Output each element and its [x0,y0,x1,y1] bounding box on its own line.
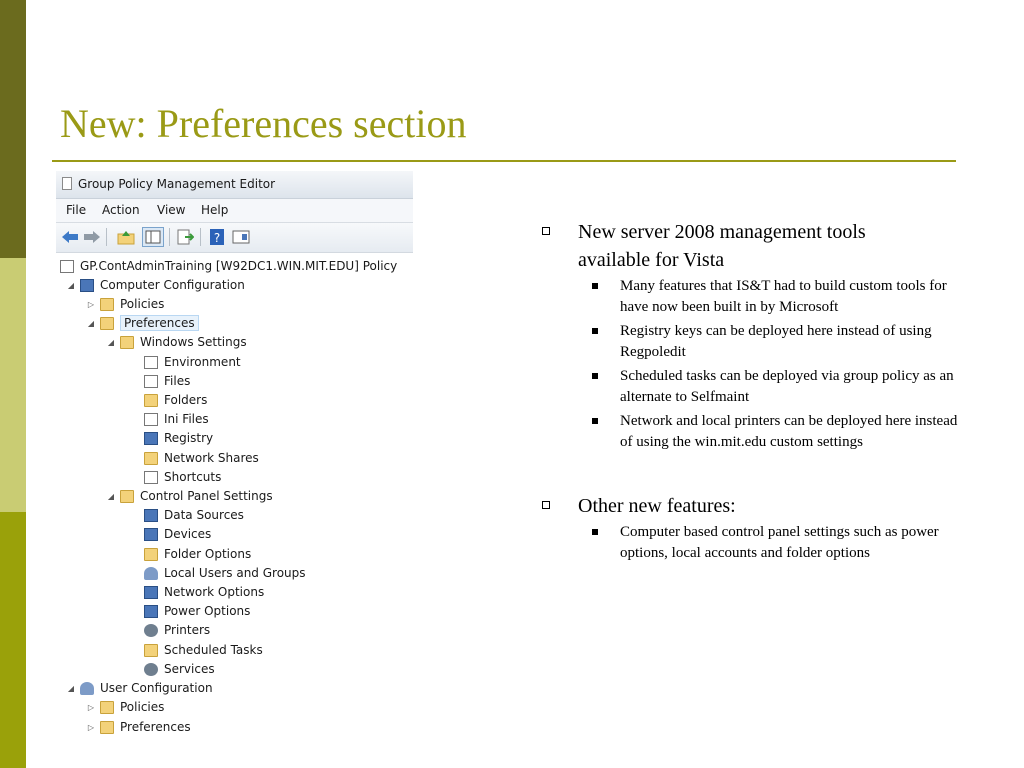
tree-label: GP.ContAdminTraining [W92DC1.WIN.MIT.EDU] Policy [80,259,398,273]
tree-node-user-configuration[interactable] [66,679,213,697]
tree-node-computer-configuration[interactable] [66,276,245,294]
tree-node-folders[interactable] [144,391,207,409]
tree-label: Shortcuts [164,470,222,484]
help-icon[interactable] [208,229,226,245]
tree-node-network-options[interactable] [144,583,264,601]
bullet-sub-text: Many features that IS&T had to build custom tools for have now been built in by Microsoft [620,278,947,315]
toolbar [56,223,413,253]
bullet-sub-text: Scheduled tasks can be deployed via group policy as an alternate to Selfmaint [620,368,954,405]
files-icon [144,375,158,388]
export-list-icon[interactable] [176,229,194,245]
filled-square-bullet-icon [592,529,598,535]
policy-doc-icon [60,260,74,273]
printers-icon [144,624,158,637]
registry-icon [144,432,158,445]
users-groups-icon [144,567,158,580]
tree-label: Network Options [164,585,265,599]
tree-node-power-options[interactable] [144,602,250,620]
tree-label: Devices [164,527,212,541]
tree-node-gpo-root[interactable] [60,257,397,275]
folder-icon [100,701,114,714]
left-bar-middle [0,258,26,512]
tree-node-environment[interactable] [144,353,241,371]
tree-label: Computer Configuration [100,278,245,292]
user-icon [80,682,94,695]
tree-label: Network Shares [164,451,259,465]
tree-label: Policies [120,297,165,311]
computer-icon [80,279,94,292]
folder-icon [100,298,114,311]
tree-node-control-panel-settings[interactable] [106,487,273,505]
tree-node-windows-settings[interactable] [106,333,247,351]
back-arrow-icon[interactable] [61,229,79,245]
tree-label: Folder Options [164,547,252,561]
collapsed-arrow-icon[interactable]: ▷ [87,299,95,309]
tree-node-user-preferences[interactable] [86,718,191,736]
folders-icon [144,394,158,407]
tree-label: Folders [164,393,208,407]
show-hide-tree-icon[interactable] [142,227,164,247]
tree-node-scheduled-tasks[interactable] [144,641,263,659]
tree-label: User Configuration [100,681,213,695]
folder-options-icon [144,548,158,561]
left-bar-bottom [0,512,26,768]
tree-node-shortcuts[interactable] [144,468,221,486]
tree-node-files[interactable] [144,372,190,390]
tree-node-network-shares[interactable] [144,449,259,467]
tree-label: Preferences [120,720,191,734]
tree-node-user-policies[interactable] [86,698,164,716]
filled-square-bullet-icon [592,283,598,289]
environment-icon [144,356,158,369]
ini-files-icon [144,413,158,426]
tree-node-data-sources[interactable] [144,506,244,524]
tree-label: Environment [164,355,241,369]
network-options-icon [144,586,158,599]
expanded-arrow-icon[interactable]: ◢ [107,337,115,347]
tree-label: Ini Files [164,412,209,426]
policy-editor-icon [62,177,72,190]
tree-label: Local Users and Groups [164,566,306,580]
svg-text:?: ? [213,231,221,245]
menu-file[interactable]: File [66,203,87,217]
tree-label: Policies [120,700,165,714]
gpme-window [56,171,413,746]
title-divider [52,160,956,162]
hollow-square-bullet-icon [542,501,550,509]
tree-node-folder-options[interactable] [144,545,251,563]
menu-help[interactable]: Help [201,203,229,217]
tree-label: Printers [164,623,211,637]
tree-node-services[interactable] [144,660,215,678]
filled-square-bullet-icon [592,418,598,424]
tree-label: Services [164,662,215,676]
forward-arrow-icon[interactable] [83,229,101,245]
properties-icon[interactable] [232,229,250,245]
window-titlebar [56,171,413,199]
shortcut-icon [144,471,158,484]
expanded-arrow-icon[interactable]: ◢ [67,280,75,290]
scheduled-tasks-icon [144,644,158,657]
tree-label: Power Options [164,604,251,618]
collapsed-arrow-icon[interactable]: ▷ [87,722,95,732]
bullet-sub-text: Computer based control panel settings such as power options, local accounts and folder options [620,524,939,561]
tree-label: Windows Settings [140,335,247,349]
folder-icon [120,336,134,349]
tree-node-local-users-groups[interactable] [144,564,306,582]
folder-icon [100,721,114,734]
filled-square-bullet-icon [592,328,598,334]
menu-view[interactable]: View [157,203,186,217]
up-folder-icon[interactable] [117,229,135,245]
tree-label: Data Sources [164,508,244,522]
tree-node-printers[interactable] [144,621,210,639]
bullet-sub-text: Registry keys can be deployed here instead of using Regpoledit [620,323,932,360]
window-title: Group Policy Management Editor [78,177,276,191]
collapsed-arrow-icon[interactable]: ▷ [87,702,95,712]
menu-bar [56,199,413,223]
expanded-arrow-icon[interactable]: ◢ [107,491,115,501]
tree-node-preferences[interactable] [86,314,199,332]
hollow-square-bullet-icon [542,227,550,235]
toolbar-separator [169,228,170,246]
toolbar-separator [106,228,107,246]
network-shares-icon [144,452,158,465]
tree-node-devices[interactable] [144,525,211,543]
power-options-icon [144,605,158,618]
tree-label: Registry [164,431,214,445]
toolbar-separator [200,228,201,246]
expanded-arrow-icon[interactable]: ◢ [67,683,75,693]
tree-label: Control Panel Settings [140,489,273,503]
tree-node-ini-files[interactable] [144,410,209,428]
tree-node-registry[interactable] [144,429,213,447]
control-panel-icon [120,490,134,503]
filled-square-bullet-icon [592,373,598,379]
tree-label-selected: Preferences [120,315,199,331]
slide-title: New: Preferences section [60,101,467,146]
devices-icon [144,528,158,541]
bullet-sub-text: Network and local printers can be deployed here instead of using the win.mit.edu custom settings [620,413,958,450]
tree-node-policies[interactable] [86,295,164,313]
left-bar-top [0,0,26,258]
folder-icon [100,317,114,330]
tree-label: Scheduled Tasks [164,643,263,657]
data-sources-icon [144,509,158,522]
services-icon [144,663,158,676]
menu-action[interactable]: Action [102,203,140,217]
bullet-text: Other new features: [578,495,736,517]
tree-label: Files [164,374,191,388]
bullet-text: New server 2008 management tools available for Vista [578,221,866,271]
expanded-arrow-icon[interactable]: ◢ [87,318,95,328]
